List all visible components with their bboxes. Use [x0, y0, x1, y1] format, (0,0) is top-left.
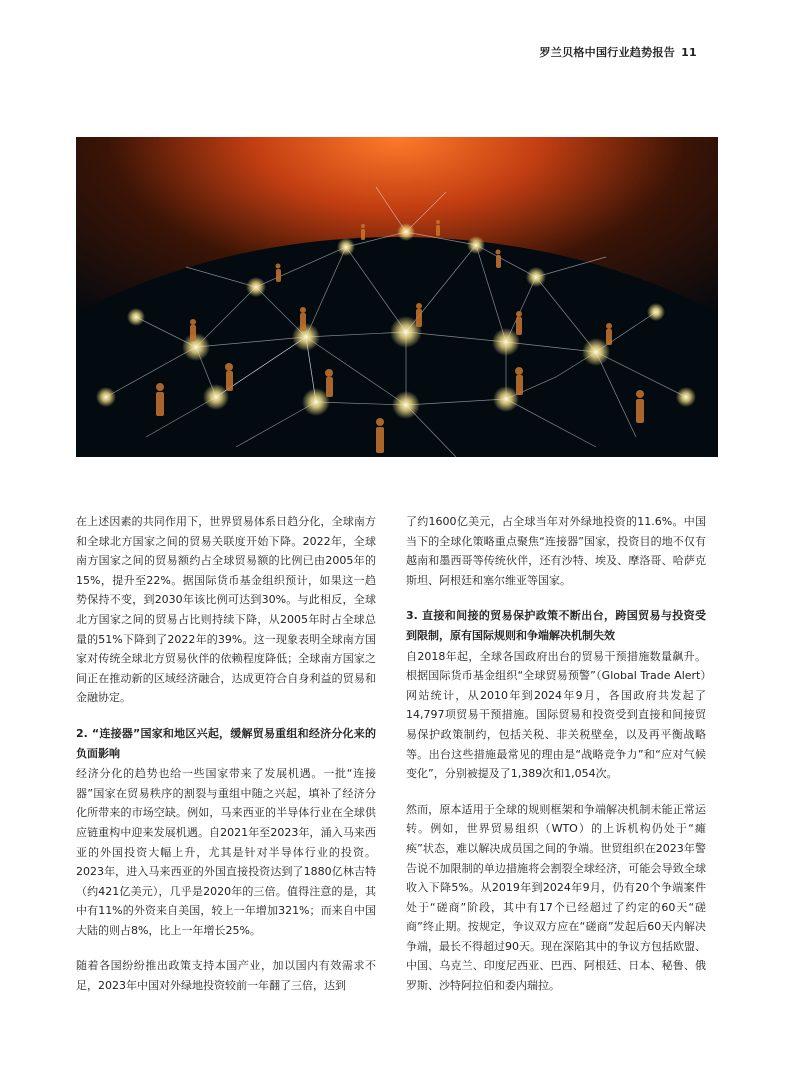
- section-heading: 3. 直接和间接的贸易保护政策不断出台，跨国贸易与投资受到限制，原有国际规则和争端解决机制失效: [406, 609, 706, 642]
- right-column: [406, 512, 706, 1012]
- paragraph: 在上述因素的共同作用下，世界贸易体系日趋分化，全球南方和全球北方国家之间的贸易关联度开始下降。2022年，全球南方国家之间的贸易额约占全球贸易额的比例已由2005年的15%，提升至22%。据国际货币基金组织预计，如果这一趋势保持不变，到2030年该比例可达到30%。与此相反，全球北方国家之间的贸易占比则持续下降，从2005年时占全球总量的51%下降到了2022年的39%。这一现象表明全球南方国家对传统全球北方贸易伙伴的依赖程度降低；全球南方国家之间正在推动新的区域经济融合，达成更符合自身利益的贸易和金融协定。: [76, 515, 376, 705]
- section-heading: 2. “连接器”国家和地区兴起，缓解贸易重组和经济分化来的负面影响: [76, 726, 376, 760]
- paragraph: 随着各国纷纷推出政策支持本国产业，加以国内有效需求不足，2023年中国对外绿地投资较前一年翻了三倍，达到: [76, 959, 376, 993]
- paragraph: 自2018年起，全球各国政府出台的贸易干预措施数量飙升。根据国际货币基金组织“全球贸易预警”（Global Trade Alert）网站统计，从2010年到2024年9月，各国政府共发起了14,797项贸易干预措施。国际贸易和投资受到直接和间接贸易保护政策制约，包括关税、非关税壁垒，以及再平衡战略等。出台这些措施最常见的理由是“战略竞争力”和“应对气候变化”，分别被提及了1,389次和1,054次。: [406, 649, 706, 781]
- page-number: 11: [681, 46, 697, 59]
- left-column: [76, 512, 376, 1012]
- report-title: 罗兰贝格中国行业趋势报告: [539, 46, 676, 59]
- paragraph: 经济分化的趋势也给一些国家带来了发展机遇。一批“连接器”国家在贸易秩序的割裂与重组中随之兴起，填补了经济分化所带来的市场空缺。例如，马来西亚的半导体行业在全球供应链重构中迎来发展机遇。自2021年至2023年，涌入马来西亚的外国投资大幅上升，尤其是针对半导体行业的投资。2023年，进入马来西亚的外国直接投资达到了1880亿林吉特（约421亿美元），几乎是2020年的三倍。值得注意的是，其中有11%的外资来自美国，较上一年增加321%；而来自中国大陆的则占8%，比上一年增长25%。: [76, 767, 376, 937]
- page-header: [539, 44, 697, 60]
- hero-image: [76, 137, 718, 457]
- global-network-people-icon: [76, 137, 718, 457]
- paragraph: 了约1600亿美元，占全球当年对外绿地投资的11.6%。中国当下的全球化策略重点聚焦“连接器”国家，投资目的地不仅有越南和墨西哥等传统伙伴，还有沙特、埃及、摩洛哥、哈萨克斯坦、阿根廷和塞尔维亚等国家。: [406, 515, 706, 587]
- paragraph: 然而，原本适用于全球的规则框架和争端解决机制未能正常运转。例如，世界贸易组织（WTO）的上诉机构仍处于“瘫痪”状态，难以解决成员国之间的争端。世贸组织在2023年警告说不加限制的单边措施将会割裂全球经济，可能会导致全球收入下降5%。从2019年到2024年9月，仍有20个争端案件处于“磋商”阶段，其中有17个已经超过了约定的60天“磋商”终止期。按规定，争议双方应在“磋商”发起后60天内解决争端，最长不得超过90天。现在深陷其中的争议方包括欧盟、中国、乌克兰、印度尼西亚、巴西、阿根廷、日本、秘鲁、俄罗斯、沙特阿拉伯和委内瑞拉。: [406, 802, 706, 993]
